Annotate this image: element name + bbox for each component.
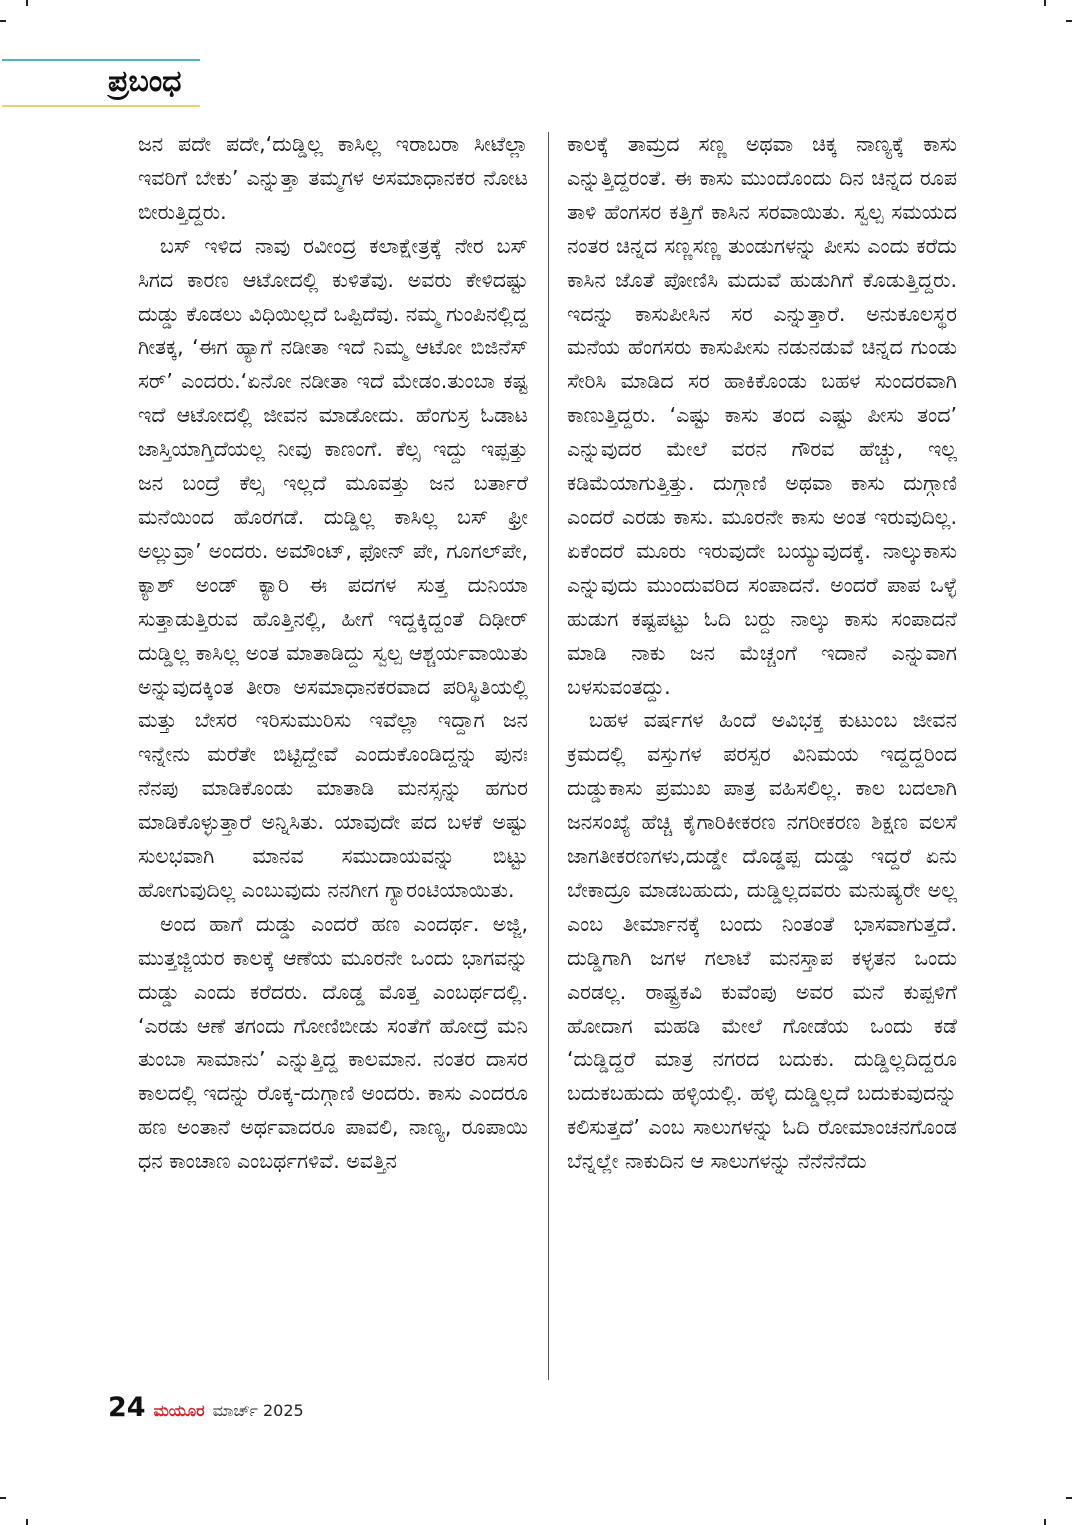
crop-mark	[0, 1497, 6, 1499]
issue-date: ಮಾರ್ಚ್ 2025	[212, 1401, 304, 1420]
paragraph: ಬಹಳ ವರ್ಷಗಳ ಹಿಂದೆ ಅವಿಭಕ್ತ ಕುಟುಂಬ ಜೀವನ ಕ್ರಮದಲ್ಲಿ ವಸ್ತುಗಳ ಪರಸ್ಪರ ವಿನಿಮಯ ಇದ್ದದ್ದರಿಂದ ದುಡ್ಡುಕಾಸು ಪ್ರಮುಖ ಪಾತ್ರ ವಹಿಸಲಿಲ್ಲ. ಕಾಲ ಬದಲಾಗಿ ಜನಸಂಖ್ಯೆ ಹೆಚ್ಚಿ ಕೈಗಾರಿಕೀಕರಣ ನಗರೀಕರಣ ಶಿಕ್ಷಣ ವಲಸೆ ಜಾಗತೀಕರಣಗಳು,ದುಡ್ಡೇ ದೊಡ್ಡಪ್ಪ ದುಡ್ಡು ಇದ್ದರೆ ಏನು ಬೇಕಾದ್ರೂ ಮಾಡಬಹುದು, ದುಡ್ಡಿಲ್ಲದವರು ಮನುಷ್ಯರೇ ಅಲ್ಲ ಎಂಬ ತೀರ್ಮಾನಕ್ಕೆ ಬಂದು ನಿಂತಂತೆ ಭಾಸವಾಗುತ್ತದೆ. ದುಡ್ಡಿಗಾಗಿ ಜಗಳ ಗಲಾಟೆ ಮನಸ್ತಾಪ ಕಳ್ಳತನ ಒಂದು ಎರಡಲ್ಲ. ರಾಷ್ಟ್ರಕವಿ ಕುವೆಂಪು ಅವರ ಮನೆ ಕುಪ್ಪಳಿಗೆ ಹೋದಾಗ ಮಹಡಿ ಮೇಲೆ ಗೋಡೆಯ ಒಂದು ಕಡೆ ‘ದುಡ್ಡಿದ್ದರೆ ಮಾತ್ರ ನಗರದ ಬದುಕು. ದುಡ್ಡಿಲ್ಲದಿದ್ದರೂ ಬದುಕಬಹುದು ಹಳ್ಳಿಯಲ್ಲಿ. ಹಳ್ಳಿ ದುಡ್ಡಿಲ್ಲದೆ ಬದುಕುವುದನ್ನು ಕಲಿಸುತ್ತದೆ’ ಎಂಬ ಸಾಲುಗಳನ್ನು ಓದಿ ರೋಮಾಂಚನಗೊಂಡ ಬೆನ್ನಲ್ಲೇ ನಾಕುದಿನ ಆ ಸಾಲುಗಳನ್ನು ನೆನೆನೆನೆದು	[567, 708, 957, 1174]
crop-mark	[26, 1519, 28, 1525]
column-divider	[548, 132, 549, 1380]
crop-mark	[26, 0, 28, 6]
crop-mark	[1066, 20, 1072, 22]
header-bottom-rule	[2, 105, 200, 107]
page-number: 24	[108, 1392, 146, 1423]
page-footer	[108, 1392, 304, 1428]
magazine-logo: ಮಯೂರ	[153, 1401, 205, 1420]
crop-mark	[1044, 1519, 1046, 1525]
crop-mark	[0, 20, 6, 22]
section-title: ಪ್ರಬಂಧ	[108, 64, 182, 99]
header-top-rule	[2, 59, 200, 61]
left-column	[138, 128, 528, 1179]
right-column	[567, 128, 957, 1179]
crop-mark	[1066, 1497, 1072, 1499]
paragraph: ಜನ ಪದೇ ಪದೇ,‘ದುಡ್ಡಿಲ್ಲ ಕಾಸಿಲ್ಲ ಇರಾಬರಾ ಸೀಟೆಲ್ಲಾ ಇವರಿಗೆ ಬೇಕು’ ಎನ್ನುತ್ತಾ ತಮ್ಮಗಳ ಅಸಮಾಧಾನಕರ ನೋಟ ಬೀರುತ್ತಿದ್ದರು.	[138, 132, 528, 224]
paragraph: ಅಂದ ಹಾಗೆ ದುಡ್ಡು ಎಂದರೆ ಹಣ ಎಂದರ್ಥ. ಅಜ್ಜಿ, ಮುತ್ತಜ್ಜಿಯರ ಕಾಲಕ್ಕೆ ಆಣೆಯ ಮೂರನೇ ಒಂದು ಭಾಗವನ್ನು ದುಡ್ಡು ಎಂದು ಕರೆದರು. ದೊಡ್ಡ ಮೊತ್ತ ಎಂಬರ್ಥದಲ್ಲಿ. ‘ಎರಡು ಆಣೆ ತಗಂದು ಗೋಣಿಬೀಡು ಸಂತೆಗೆ ಹೋದ್ರೆ ಮನಿ ತುಂಬಾ ಸಾಮಾನು’ ಎನ್ನುತ್ತಿದ್ದ ಕಾಲಮಾನ. ನಂತರ ದಾಸರ ಕಾಲದಲ್ಲಿ ಇದನ್ನು ರೊಕ್ಕ-ದುಗ್ಗಾಣಿ ಅಂದರು. ಕಾಸು ಎಂದರೂ ಹಣ ಅಂತಾನೆ ಅರ್ಥವಾದರೂ ಪಾವಲಿ, ನಾಣ್ಯ, ರೂಪಾಯಿ ಧನ ಕಾಂಚಾಣ ಎಂಬರ್ಥಗಳಿವೆ. ಅವತ್ತಿನ	[138, 911, 528, 1174]
crop-mark	[1044, 0, 1046, 6]
paragraph: ಕಾಲಕ್ಕೆ ತಾಮ್ರದ ಸಣ್ಣ ಅಥವಾ ಚಿಕ್ಕ ನಾಣ್ಯಕ್ಕೆ ಕಾಸು ಎನ್ನುತ್ತಿದ್ದರಂತೆ. ಈ ಕಾಸು ಮುಂದೊಂದು ದಿನ ಚಿನ್ನದ ರೂಪ ತಾಳಿ ಹೆಂಗಸರ ಕತ್ತಿಗೆ ಕಾಸಿನ ಸರವಾಯಿತು. ಸ್ವಲ್ಪ ಸಮಯದ ನಂತರ ಚಿನ್ನದ ಸಣ್ಣಸಣ್ಣ ತುಂಡುಗಳನ್ನು ಪೀಸು ಎಂದು ಕರೆದು ಕಾಸಿನ ಜೊತೆ ಪೋಣಿಸಿ ಮದುವೆ ಹುಡುಗಿಗೆ ಕೊಡುತ್ತಿದ್ದರು. ಇದನ್ನು ಕಾಸುಪೀಸಿನ ಸರ ಎನ್ನುತ್ತಾರೆ. ಅನುಕೂಲಸ್ಥರ ಮನೆಯ ಹೆಂಗಸರು ಕಾಸುಪೀಸು ನಡುನಡುವೆ ಚಿನ್ನದ ಗುಂಡು ಸೇರಿಸಿ ಮಾಡಿದ ಸರ ಹಾಕಿಕೊಂಡು ಬಹಳ ಸುಂದರವಾಗಿ ಕಾಣುತ್ತಿದ್ದರು. ‘ಎಷ್ಟು ಕಾಸು ತಂದ ಎಷ್ಟು ಪೀಸು ತಂದ’ ಎನ್ನುವುದರ ಮೇಲೆ ವರನ ಗೌರವ ಹೆಚ್ಚು, ಇಲ್ಲ ಕಡಿಮೆಯಾಗುತ್ತಿತ್ತು. ದುಗ್ಗಾಣಿ ಅಥವಾ ಕಾಸು ದುಗ್ಗಾಣಿ ಎಂದರೆ ಎರಡು ಕಾಸು. ಮೂರನೇ ಕಾಸು ಅಂತ ಇರುವುದಿಲ್ಲ. ಏಕೆಂದರೆ ಮೂರು ಇರುವುದೇ ಬಯ್ಯುವುದಕ್ಕೆ. ನಾಲ್ಕುಕಾಸು ಎನ್ನುವುದು ಮುಂದುವರಿದ ಸಂಪಾದನೆ. ಅಂದರೆ ಪಾಪ ಒಳ್ಳೆ ಹುಡುಗ ಕಷ್ಟಪಟ್ಟು ಓದಿ ಬರ್‍ದು ನಾಲ್ಕು ಕಾಸು ಸಂಪಾದನೆ ಮಾಡಿ ನಾಕು ಜನ ಮೆಚ್ಚಂಗೆ ಇದಾನೆ ಎನ್ನುವಾಗ ಬಳಸುವಂತದ್ದು.	[567, 132, 957, 699]
paragraph: ಬಸ್ ಇಳಿದ ನಾವು ರವೀಂದ್ರ ಕಲಾಕ್ಷೇತ್ರಕ್ಕೆ ನೇರ ಬಸ್ ಸಿಗದ ಕಾರಣ ಆಟೋದಲ್ಲಿ ಕುಳಿತೆವು. ಅವರು ಕೇಳಿದಷ್ಟು ದುಡ್ಡು ಕೊಡಲು ವಿಧಿಯಿಲ್ಲದೆ ಒಪ್ಪಿದೆವು. ನಮ್ಮ ಗುಂಪಿನಲ್ಲಿದ್ದ ಗೀತಕ್ಕ, ‘ಈಗ ಹ್ಯಾಗೆ ನಡೀತಾ ಇದೆ ನಿಮ್ಮ ಆಟೋ ಬಿಜಿನೆಸ್ ಸರ್’ ಎಂದರು.‘ಏನೋ ನಡೀತಾ ಇದೆ ಮೇಡಂ.ತುಂಬಾ ಕಷ್ಟ ಇದೆ ಆಟೋದಲ್ಲಿ ಜೀವನ ಮಾಡೋದು. ಹೆಂಗುಸ್ರ ಓಡಾಟ ಜಾಸ್ತಿಯಾಗ್ತಿದೆಯಲ್ಲ ನೀವು ಕಾಣಂಗೆ. ಕೆಲ್ಸ ಇದ್ದು ಇಪ್ಪತ್ತು ಜನ ಬಂದ್ರೆ ಕೆಲ್ಸ ಇಲ್ಲದೆ ಮೂವತ್ತು ಜನ ಬರ್ತಾರೆ ಮನೆಯಿಂದ ಹೊರಗಡೆ. ದುಡ್ಡಿಲ್ಲ ಕಾಸಿಲ್ಲ ಬಸ್ ಫ್ರೀ ಅಲ್ಲುವ್ರಾ’ ಅಂದರು. ಅಮೌಂಟ್, ಫೋನ್ ಪೇ, ಗೂಗಲ್‌ಪೇ, ಕ್ಯಾಶ್ ಅಂಡ್ ಕ್ಯಾರಿ ಈ ಪದಗಳ ಸುತ್ತ ದುನಿಯಾ ಸುತ್ತಾಡುತ್ತಿರುವ ಹೊತ್ತಿನಲ್ಲಿ, ಹೀಗೆ ಇದ್ದಕ್ಕಿದ್ದಂತೆ ದಿಢೀರ್ ದುಡ್ಡಿಲ್ಲ ಕಾಸಿಲ್ಲ ಅಂತ ಮಾತಾಡಿದ್ದು ಸ್ವಲ್ಪ ಆಶ್ಚರ್ಯವಾಯಿತು ಅನ್ನುವುದಕ್ಕಿಂತ ತೀರಾ ಅಸಮಾಧಾನಕರವಾದ ಪರಿಸ್ಥಿತಿಯಲ್ಲಿ ಮತ್ತು ಬೇಸರ ಇರಿಸುಮುರಿಸು ಇವೆಲ್ಲಾ ಇದ್ದಾಗ ಜನ ಇನ್ನೇನು ಮರೆತೇ ಬಿಟ್ಟಿದ್ದೇವೆ ಎಂದುಕೊಂಡಿದ್ದನ್ನು ಪುನಃ ನೆನಪು ಮಾಡಿಕೊಂಡು ಮಾತಾಡಿ ಮನಸ್ಸನ್ನು ಹಗುರ ಮಾಡಿಕೊಳ್ಳುತ್ತಾರೆ ಅನ್ನಿಸಿತು. ಯಾವುದೇ ಪದ ಬಳಕೆ ಅಷ್ಟು ಸುಲಭವಾಗಿ ಮಾನವ ಸಮುದಾಯವನ್ನು ಬಿಟ್ಟು ಹೋಗುವುದಿಲ್ಲ ಎಂಬುವುದು ನನಗೀಗ ಗ್ಯಾರಂಟಿಯಾಯಿತು.	[138, 233, 528, 902]
